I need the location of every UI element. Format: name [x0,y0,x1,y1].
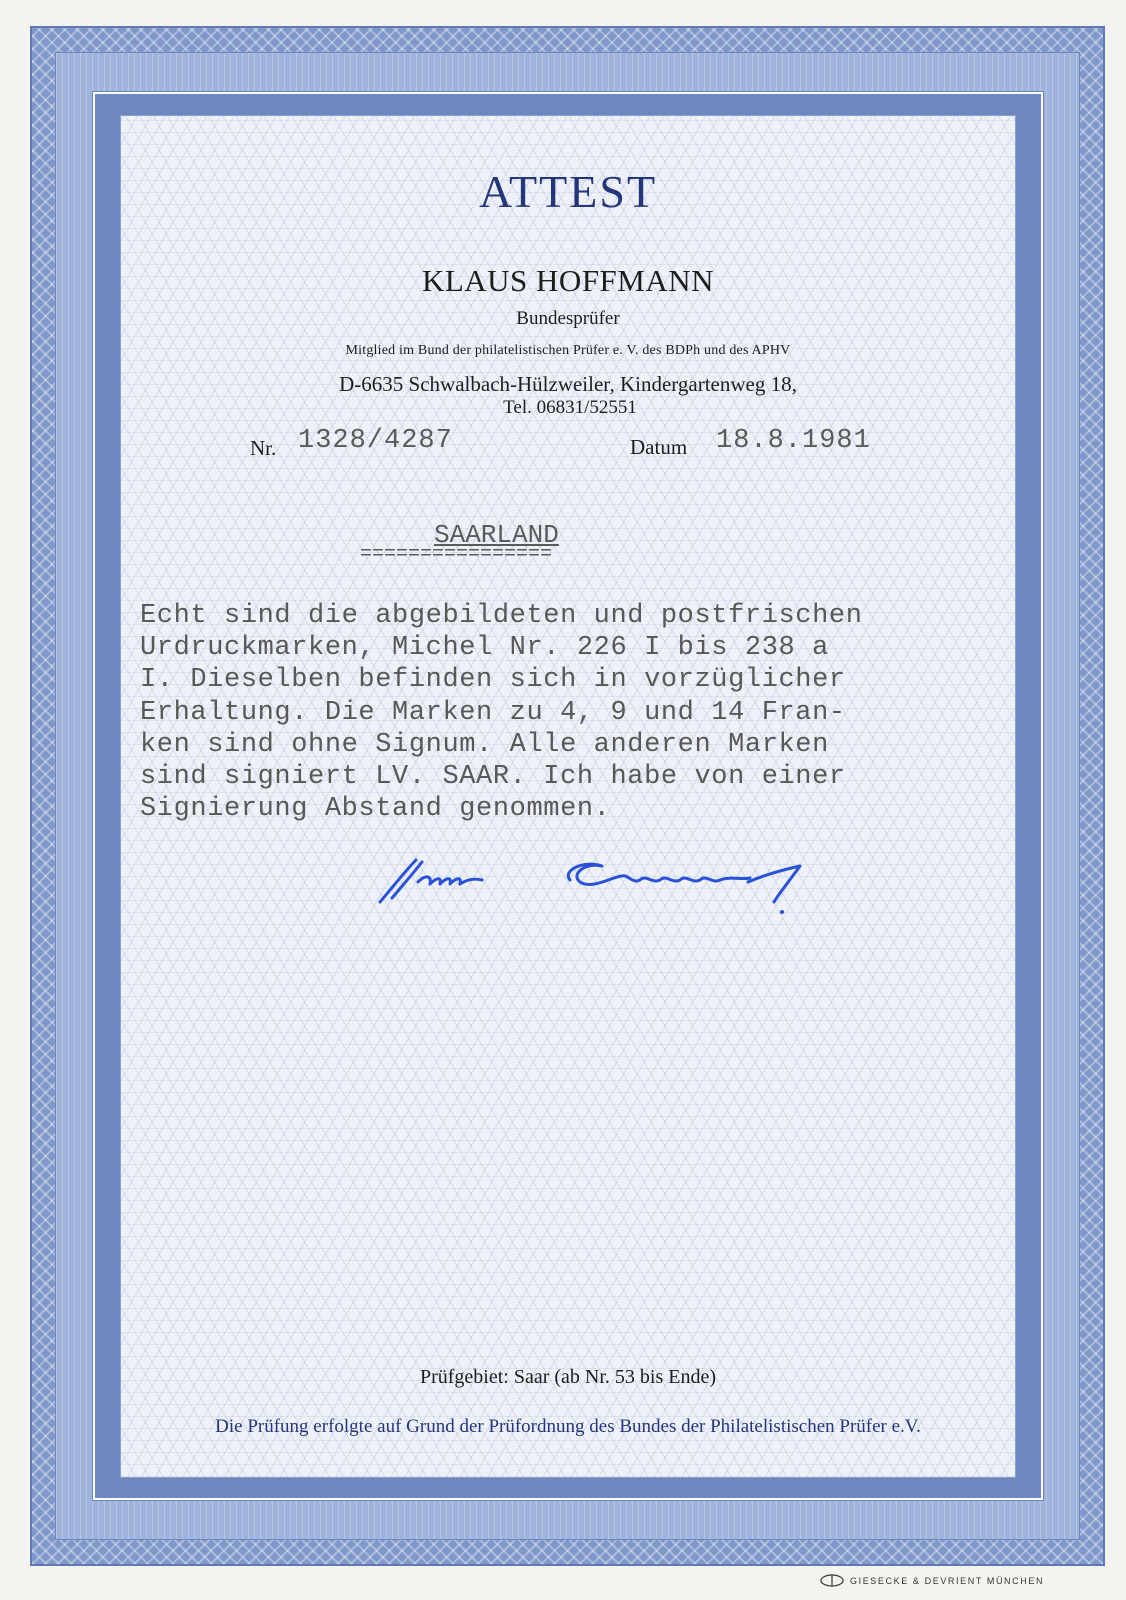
body-line: Echt sind die abgebildeten und postfrischen [140,601,863,631]
number-label: Nr. [250,436,277,460]
certificate-body [140,600,1010,825]
printer-logo-icon [820,1574,844,1587]
examiner-telephone: Tel. 06831/52551 [503,397,637,418]
region-heading: SAARLAND [434,520,559,550]
examination-area: Prüfgebiet: Saar (ab Nr. 53 bis Ende) [419,1366,717,1388]
body-line: Erhaltung. Die Marken zu 4, 9 und 14 Fran- [140,697,846,728]
body-line: Signierung Abstand genommen. [140,794,611,825]
body-line: I. Dieselben befinden sich in vorzüglicher [140,665,846,696]
body-line: Urdruckmarken, Michel Nr. 226 I bis 238 a [140,633,829,664]
membership-line: Mitglied im Bund der philatelistischen Prüfer e. V. des BDPh und des APHV [345,343,791,358]
certificate-title: ATTEST [478,166,658,217]
body-line: ken sind ohne Signum. Alle anderen Marken [140,729,829,760]
printer-imprint [820,1574,1044,1587]
examiner-role: Bundesprüfer [516,308,620,329]
examiner-name: KLAUS HOFFMANN [421,263,715,298]
certificate-number: 1328/4287 [298,426,453,456]
region-underline: ================ [360,543,553,566]
body-line: sind signiert LV. SAAR. Ich habe von einer [140,762,846,793]
certificate-date: 18.8.1981 [716,426,871,456]
examiner-address: D-6635 Schwalbach-Hülzweiler, Kindergartenweg 18, [339,372,797,396]
date-label: Datum [630,435,688,459]
regulation-note: Die Prüfung erfolgte auf Grund der Prüfordnung des Bundes der Philatelistischen Prüfer e.V. [215,1416,921,1437]
printer-name: GIESECKE & DEVRIENT MÜNCHEN [850,1575,1045,1586]
handwritten-signature [370,840,840,920]
